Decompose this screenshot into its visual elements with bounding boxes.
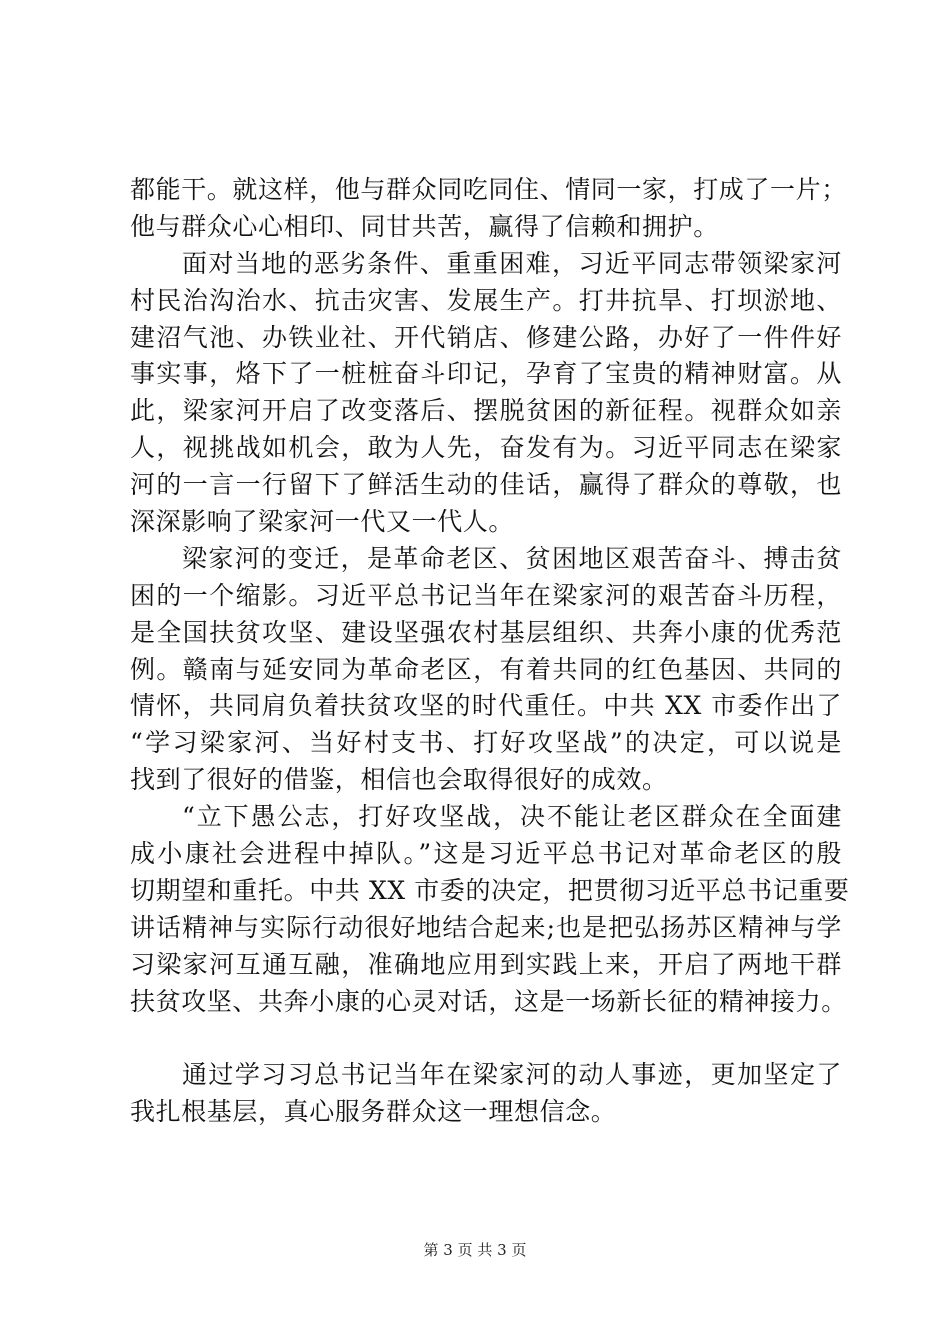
paragraph-line: 事实事，烙下了一桩桩奋斗印记，孕育了宝贵的精神财富。从	[130, 359, 842, 389]
paragraph-line: 此，梁家河开启了改变落后、摆脱贫困的新征程。视群众如亲	[130, 396, 842, 426]
paragraph-4	[130, 799, 850, 1020]
paragraph-line: 河的一言一行留下了鲜活生动的佳话，赢得了群众的尊敬，也	[130, 470, 842, 500]
paragraph-line: 切期望和重托。中共 XX 市委的决定，把贯彻习近平总书记重要	[130, 875, 850, 905]
paragraph-line: 困的一个缩影。习近平总书记当年在梁家河的艰苦奋斗历程，	[130, 580, 842, 610]
paragraph-line: 讲话精神与实际行动很好地结合起来;也是把弘扬苏区精神与学	[130, 912, 842, 942]
paragraph-line: 是全国扶贫攻坚、建设坚强农村基层组织、共奔小康的优秀范	[130, 617, 842, 647]
paragraph-5	[130, 1057, 842, 1131]
paragraph-line: 都能干。就这样，他与群众同吃同住、情同一家，打成了一片；	[130, 175, 847, 204]
paragraph-line: 建沼气池、办铁业社、开代销店、修建公路，办好了一件件好	[130, 322, 842, 352]
paragraph-line: 情怀，共同肩负着扶贫攻坚的时代重任。中共 XX 市委作出了	[130, 691, 842, 721]
paragraph-line: 面对当地的恶劣条件、重重困难，习近平同志带领梁家河	[182, 248, 842, 278]
document-body	[130, 172, 850, 1131]
paragraph-line: 深深影响了梁家河一代又一代人。	[130, 507, 515, 537]
paragraph-line: 通过学习习总书记当年在梁家河的动人事迹，更加坚定了	[182, 1060, 842, 1090]
paragraph-line: 我扎根基层，真心服务群众这一理想信念。	[130, 1097, 617, 1127]
paragraph-line: 梁家河的变迁，是革命老区、贫困地区艰苦奋斗、搏击贫	[182, 543, 842, 573]
paragraph-line: 找到了很好的借鉴，相信也会取得很好的成效。	[130, 765, 668, 795]
paragraph-line: 村民治沟治水、抗击灾害、发展生产。打井抗旱、打坝淤地、	[130, 285, 842, 315]
paragraph-line: 成小康社会进程中掉队。”这是习近平总书记对革命老区的殷	[130, 839, 842, 869]
paragraph-line: 习梁家河互通互融，准确地应用到实践上来，开启了两地干群	[130, 949, 842, 979]
paragraph-line: 扶贫攻坚、共奔小康的心灵对话，这是一场新长征的精神接力。	[130, 986, 847, 1016]
paragraph-spacer	[130, 1020, 842, 1057]
paragraph-line: 他与群众心心相印、同甘共苦，赢得了信赖和拥护。	[130, 211, 719, 241]
paragraph-3	[130, 541, 842, 799]
paragraph-line: “学习梁家河、当好村支书、打好攻坚战”的决定，可以说是	[130, 728, 842, 758]
paragraph-1	[130, 172, 847, 246]
paragraph-2	[130, 246, 842, 541]
paragraph-line: “立下愚公志，打好攻坚战，决不能让老区群众在全面建	[182, 802, 842, 832]
paragraph-line: 例。赣南与延安同为革命老区，有着共同的红色基因、共同的	[130, 654, 842, 684]
paragraph-line: 人，视挑战如机会，敢为人先，奋发有为。习近平同志在梁家	[130, 433, 842, 463]
page-number-footer: 第 3 页 共 3 页	[423, 1241, 527, 1259]
